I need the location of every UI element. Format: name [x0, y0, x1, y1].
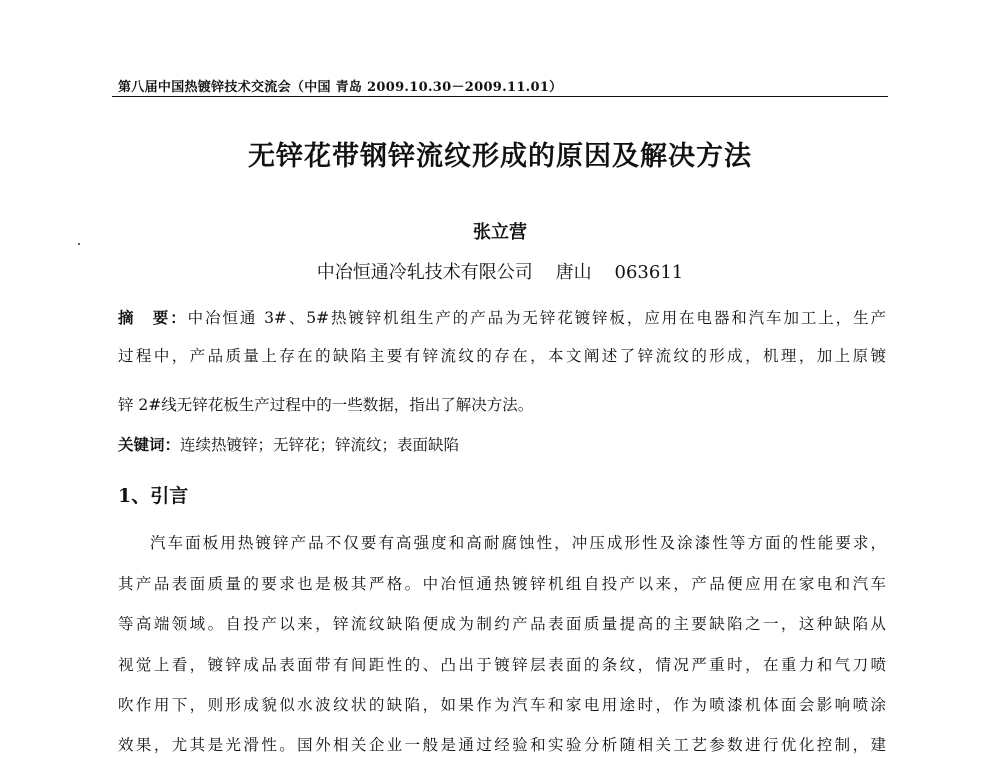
- abstract-label: 摘 要：: [118, 308, 188, 327]
- abstract-line-3: 锌 2#线无锌花板生产过程中的一些数据，指出了解决方法。: [118, 396, 534, 414]
- body-line-1: 汽车面板用热镀锌产品不仅要有高强度和高耐腐蚀性，冲压成形性及涂漆性等方面的性能要求，: [150, 534, 886, 552]
- section-heading: 1、引言: [118, 485, 189, 507]
- body-line-4: 视觉上看，镀锌成品表面带有间距性的、凸出于镀锌层表面的条纹，情况严重时，在重力和气刀喷: [118, 656, 886, 674]
- keywords-label: 关键词：: [118, 435, 181, 454]
- abstract-line-2: 过程中，产品质量上存在的缺陷主要有锌流纹的存在，本文阐述了锌流纹的形成，机理，加上原镀: [118, 347, 886, 365]
- body-line-6: 效果，尤其是光滑性。国外相关企业一般是通过经验和实验分析随相关工艺参数进行优化控制，建: [118, 736, 886, 754]
- keywords-text: 连续热镀锌；无锌花；锌流纹；表面缺陷: [180, 436, 460, 454]
- body-line-2: 其产品表面质量的要求也是极其严格。中冶恒通热镀锌机组自投产以来，产品便应用在家电和汽车: [118, 575, 886, 593]
- abstract-text: 中冶恒通 3#、5#热镀锌机组生产的产品为无锌花镀锌板，应用在电器和汽车加工上，生产: [187, 309, 886, 327]
- body-line-3: 等高端领域。自投产以来，锌流纹缺陷便成为制约产品表面质量提高的主要缺陷之一，这种缺陷从: [118, 615, 886, 633]
- paper-title: 无锌花带钢锌流纹形成的原因及解决方法: [248, 141, 752, 172]
- paper-author: 张立营: [473, 222, 527, 243]
- body-line-5: 吹作用下，则形成貌似水波纹状的缺陷，如果作为汽车和家电用途时，作为喷漆机体面会影响喷涂: [118, 696, 886, 714]
- running-header: 第八届中国热镀锌技术交流会（中国 青岛 2009.10.30－2009.11.01）: [118, 80, 563, 95]
- header-rule: [112, 96, 888, 97]
- abstract-line-1: [118, 306, 886, 328]
- paper-affiliation: 中冶恒通冷轧技术有限公司 唐山 063611: [316, 262, 684, 283]
- keywords-line: [118, 433, 459, 455]
